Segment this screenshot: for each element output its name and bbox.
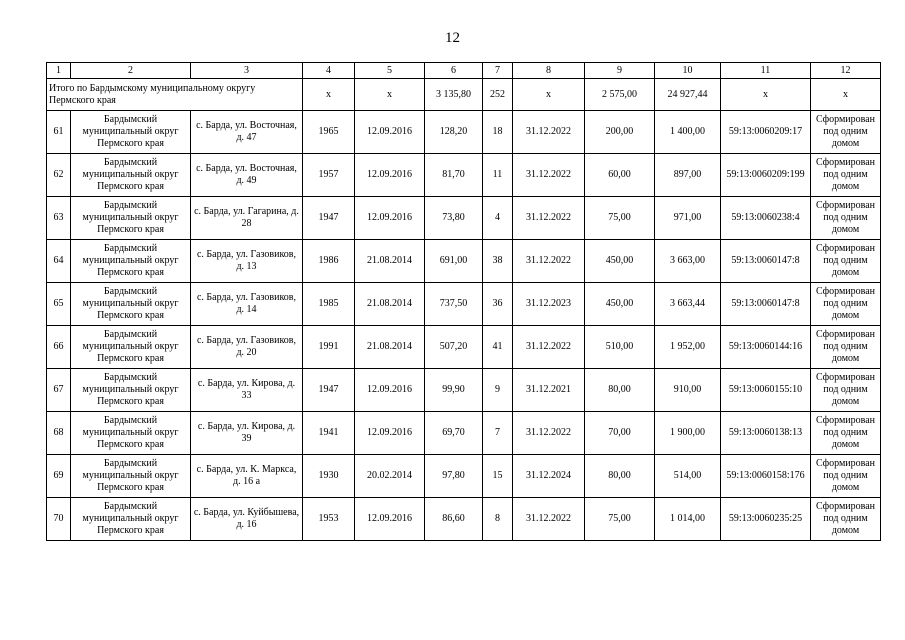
owner-cell: Бардымский муниципальный округ Пермского края <box>71 455 191 498</box>
count-cell: 8 <box>483 498 513 541</box>
column-header: 2 <box>71 63 191 79</box>
value-cell: 1 952,00 <box>655 326 721 369</box>
table-row <box>47 111 881 154</box>
value-cell: 200,00 <box>585 111 655 154</box>
status-cell: Сформирован под одним домом <box>811 197 881 240</box>
year-cell: 1941 <box>303 412 355 455</box>
area-cell: 691,00 <box>425 240 483 283</box>
count-cell: 38 <box>483 240 513 283</box>
total-cell: 2 575,00 <box>585 79 655 111</box>
row-number-cell: 70 <box>47 498 71 541</box>
address-cell: с. Барда, ул. Газовиков, д. 14 <box>191 283 303 326</box>
value-cell: 1 900,00 <box>655 412 721 455</box>
column-header: 11 <box>721 63 811 79</box>
value-cell: 971,00 <box>655 197 721 240</box>
housing-registry-table <box>46 62 881 541</box>
count-cell: 4 <box>483 197 513 240</box>
area-cell: 97,80 <box>425 455 483 498</box>
value-cell: 910,00 <box>655 369 721 412</box>
table-row <box>47 240 881 283</box>
date-cell: 21.08.2014 <box>355 283 425 326</box>
column-number-row <box>47 63 881 79</box>
value-cell: 75,00 <box>585 197 655 240</box>
owner-cell: Бардымский муниципальный округ Пермского края <box>71 369 191 412</box>
count-cell: 9 <box>483 369 513 412</box>
total-cell: x <box>513 79 585 111</box>
table-row <box>47 326 881 369</box>
row-number-cell: 68 <box>47 412 71 455</box>
address-cell: с. Барда, ул. Гагарина, д. 28 <box>191 197 303 240</box>
status-cell: Сформирован под одним домом <box>811 412 881 455</box>
address-cell: с. Барда, ул. Восточная, д. 49 <box>191 154 303 197</box>
owner-cell: Бардымский муниципальный округ Пермского края <box>71 412 191 455</box>
deadline-cell: 31.12.2024 <box>513 455 585 498</box>
value-cell: 450,00 <box>585 240 655 283</box>
deadline-cell: 31.12.2022 <box>513 412 585 455</box>
deadline-cell: 31.12.2022 <box>513 498 585 541</box>
column-header: 10 <box>655 63 721 79</box>
value-cell: 510,00 <box>585 326 655 369</box>
row-number-cell: 64 <box>47 240 71 283</box>
value-cell: 60,00 <box>585 154 655 197</box>
column-header: 6 <box>425 63 483 79</box>
table-row <box>47 498 881 541</box>
year-cell: 1965 <box>303 111 355 154</box>
cadastral-number-cell: 59:13:0060238:4 <box>721 197 811 240</box>
cadastral-number-cell: 59:13:0060138:13 <box>721 412 811 455</box>
total-row <box>47 79 881 111</box>
column-header: 4 <box>303 63 355 79</box>
value-cell: 80,00 <box>585 369 655 412</box>
value-cell: 80,00 <box>585 455 655 498</box>
area-cell: 69,70 <box>425 412 483 455</box>
owner-cell: Бардымский муниципальный округ Пермского края <box>71 197 191 240</box>
column-header: 3 <box>191 63 303 79</box>
deadline-cell: 31.12.2021 <box>513 369 585 412</box>
value-cell: 70,00 <box>585 412 655 455</box>
count-cell: 15 <box>483 455 513 498</box>
area-cell: 86,60 <box>425 498 483 541</box>
count-cell: 36 <box>483 283 513 326</box>
total-cell: 252 <box>483 79 513 111</box>
column-header: 12 <box>811 63 881 79</box>
table-row <box>47 197 881 240</box>
year-cell: 1947 <box>303 197 355 240</box>
row-number-cell: 65 <box>47 283 71 326</box>
date-cell: 21.08.2014 <box>355 240 425 283</box>
owner-cell: Бардымский муниципальный округ Пермского края <box>71 240 191 283</box>
value-cell: 450,00 <box>585 283 655 326</box>
cadastral-number-cell: 59:13:0060155:10 <box>721 369 811 412</box>
table-body <box>47 79 881 541</box>
status-cell: Сформирован под одним домом <box>811 326 881 369</box>
deadline-cell: 31.12.2022 <box>513 154 585 197</box>
count-cell: 41 <box>483 326 513 369</box>
table-header <box>47 63 881 79</box>
date-cell: 20.02.2014 <box>355 455 425 498</box>
address-cell: с. Барда, ул. К. Маркса, д. 16 а <box>191 455 303 498</box>
table-row <box>47 455 881 498</box>
deadline-cell: 31.12.2023 <box>513 283 585 326</box>
deadline-cell: 31.12.2022 <box>513 197 585 240</box>
total-label: Итого по Бардымскому муниципальному округу Пермского края <box>47 79 303 111</box>
status-cell: Сформирован под одним домом <box>811 111 881 154</box>
value-cell: 1 400,00 <box>655 111 721 154</box>
year-cell: 1957 <box>303 154 355 197</box>
total-cell: x <box>811 79 881 111</box>
row-number-cell: 62 <box>47 154 71 197</box>
address-cell: с. Барда, ул. Восточная, д. 47 <box>191 111 303 154</box>
area-cell: 81,70 <box>425 154 483 197</box>
year-cell: 1953 <box>303 498 355 541</box>
area-cell: 737,50 <box>425 283 483 326</box>
total-cell: 3 135,80 <box>425 79 483 111</box>
row-number-cell: 69 <box>47 455 71 498</box>
status-cell: Сформирован под одним домом <box>811 455 881 498</box>
year-cell: 1930 <box>303 455 355 498</box>
status-cell: Сформирован под одним домом <box>811 154 881 197</box>
total-cell: x <box>303 79 355 111</box>
date-cell: 12.09.2016 <box>355 498 425 541</box>
value-cell: 75,00 <box>585 498 655 541</box>
column-header: 7 <box>483 63 513 79</box>
area-cell: 73,80 <box>425 197 483 240</box>
page-number: 12 <box>445 30 460 46</box>
cadastral-number-cell: 59:13:0060144:16 <box>721 326 811 369</box>
total-cell: x <box>355 79 425 111</box>
value-cell: 3 663,44 <box>655 283 721 326</box>
column-header: 1 <box>47 63 71 79</box>
column-header: 9 <box>585 63 655 79</box>
deadline-cell: 31.12.2022 <box>513 326 585 369</box>
owner-cell: Бардымский муниципальный округ Пермского края <box>71 326 191 369</box>
owner-cell: Бардымский муниципальный округ Пермского края <box>71 283 191 326</box>
status-cell: Сформирован под одним домом <box>811 240 881 283</box>
status-cell: Сформирован под одним домом <box>811 498 881 541</box>
area-cell: 99,90 <box>425 369 483 412</box>
cadastral-number-cell: 59:13:0060209:17 <box>721 111 811 154</box>
address-cell: с. Барда, ул. Куйбышева, д. 16 <box>191 498 303 541</box>
table-row <box>47 283 881 326</box>
date-cell: 21.08.2014 <box>355 326 425 369</box>
area-cell: 507,20 <box>425 326 483 369</box>
deadline-cell: 31.12.2022 <box>513 111 585 154</box>
owner-cell: Бардымский муниципальный округ Пермского края <box>71 498 191 541</box>
date-cell: 12.09.2016 <box>355 111 425 154</box>
value-cell: 514,00 <box>655 455 721 498</box>
value-cell: 1 014,00 <box>655 498 721 541</box>
owner-cell: Бардымский муниципальный округ Пермского края <box>71 154 191 197</box>
cadastral-number-cell: 59:13:0060235:25 <box>721 498 811 541</box>
row-number-cell: 67 <box>47 369 71 412</box>
year-cell: 1986 <box>303 240 355 283</box>
cadastral-number-cell: 59:13:0060209:199 <box>721 154 811 197</box>
cadastral-number-cell: 59:13:0060147:8 <box>721 240 811 283</box>
value-cell: 3 663,00 <box>655 240 721 283</box>
year-cell: 1985 <box>303 283 355 326</box>
total-cell: x <box>721 79 811 111</box>
status-cell: Сформирован под одним домом <box>811 369 881 412</box>
count-cell: 7 <box>483 412 513 455</box>
row-number-cell: 61 <box>47 111 71 154</box>
address-cell: с. Барда, ул. Газовиков, д. 13 <box>191 240 303 283</box>
total-cell: 24 927,44 <box>655 79 721 111</box>
column-header: 8 <box>513 63 585 79</box>
year-cell: 1947 <box>303 369 355 412</box>
cadastral-number-cell: 59:13:0060158:176 <box>721 455 811 498</box>
row-number-cell: 66 <box>47 326 71 369</box>
owner-cell: Бардымский муниципальный округ Пермского края <box>71 111 191 154</box>
table-row <box>47 412 881 455</box>
column-header: 5 <box>355 63 425 79</box>
year-cell: 1991 <box>303 326 355 369</box>
address-cell: с. Барда, ул. Газовиков, д. 20 <box>191 326 303 369</box>
date-cell: 12.09.2016 <box>355 154 425 197</box>
table-row <box>47 369 881 412</box>
cadastral-number-cell: 59:13:0060147:8 <box>721 283 811 326</box>
address-cell: с. Барда, ул. Кирова, д. 33 <box>191 369 303 412</box>
status-cell: Сформирован под одним домом <box>811 283 881 326</box>
date-cell: 12.09.2016 <box>355 197 425 240</box>
date-cell: 12.09.2016 <box>355 369 425 412</box>
count-cell: 11 <box>483 154 513 197</box>
table-row <box>47 154 881 197</box>
address-cell: с. Барда, ул. Кирова, д. 39 <box>191 412 303 455</box>
deadline-cell: 31.12.2022 <box>513 240 585 283</box>
count-cell: 18 <box>483 111 513 154</box>
date-cell: 12.09.2016 <box>355 412 425 455</box>
value-cell: 897,00 <box>655 154 721 197</box>
row-number-cell: 63 <box>47 197 71 240</box>
area-cell: 128,20 <box>425 111 483 154</box>
